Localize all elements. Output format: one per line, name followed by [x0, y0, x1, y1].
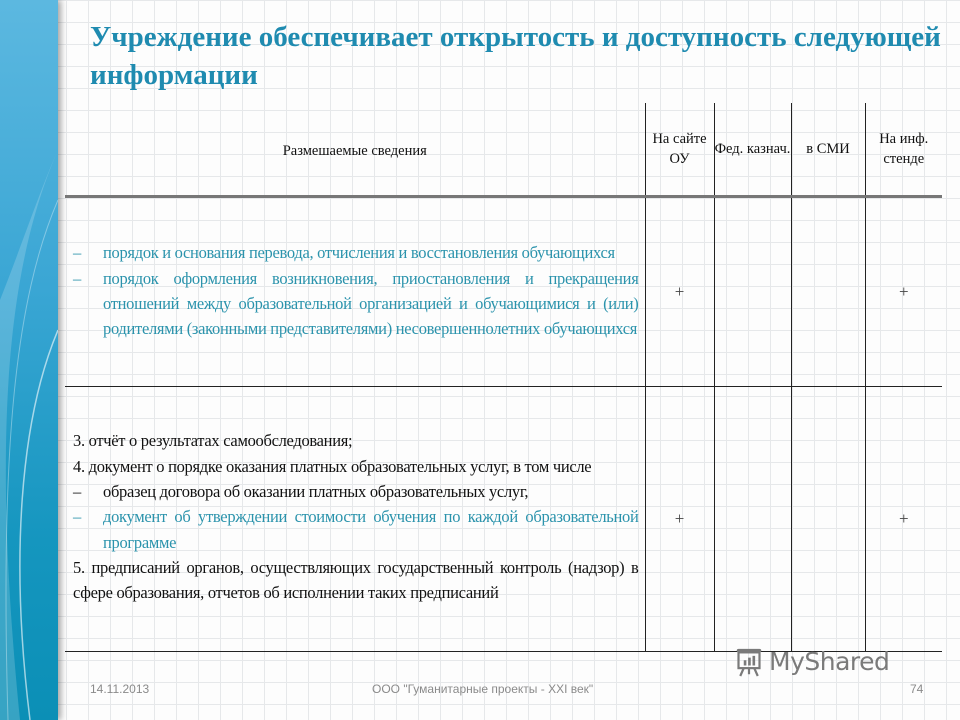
info-cell [65, 197, 645, 387]
header-stand: На инф. стенде [865, 103, 942, 197]
footer-org: ООО "Гуманитарные проекты - XXI век" [372, 682, 594, 696]
mark-treasury [714, 387, 791, 652]
mark-site: + [645, 197, 714, 387]
mark-treasury [714, 197, 791, 387]
list-item: 3. отчёт о результатах самообследования; [73, 431, 353, 451]
list-item: – образец договора об оказании платных образовательных услуг, [73, 479, 639, 504]
list-item: – порядок и основания перевода, отчисления и восстановления обучающихся [73, 240, 639, 265]
footer-date: 14.11.2013 [90, 682, 150, 696]
mark-site: + [645, 387, 714, 652]
mark-stand: + [865, 197, 942, 387]
presentation-board-icon [735, 647, 763, 677]
mark-media [791, 387, 865, 652]
header-treasury: Фед. казнач. [714, 103, 791, 197]
list-item: 4. документ о порядке оказания платных образовательных услуг, в том числе [73, 456, 592, 476]
slide-title: Учреждение обеспечивает открытость и доступность следующей информации [90, 21, 941, 91]
myshared-watermark [735, 646, 889, 678]
info-cell [65, 387, 645, 652]
header-info: Размешаемые сведения [65, 103, 645, 197]
decorative-side-band [0, 0, 58, 720]
table-row [65, 387, 942, 652]
watermark-text: MyShared [769, 647, 890, 676]
list-item: 5. предписаний органов, осуществляющих государственный контроль (надзор) в сфере образования, отчетов об исполнении таких предписаний [73, 557, 639, 603]
footer-page-number: 74 [910, 682, 924, 696]
list-item: – документ об утверждении стоимости обучения по каждой образовательной программе [73, 504, 639, 555]
wave-decoration-icon [0, 0, 58, 720]
mark-media [791, 197, 865, 387]
table-header-row [65, 103, 942, 197]
list-item: – порядок оформления возникновения, приостановления и прекращения отношений между образовательной организацией и обучающимися и (или) родителями (законными представителями) несовершеннолетних обучающихся [73, 266, 639, 342]
table-row [65, 197, 942, 387]
header-media: в СМИ [791, 103, 865, 197]
info-table [65, 103, 942, 652]
header-site: На сайте ОУ [645, 103, 714, 197]
mark-stand: + [865, 387, 942, 652]
